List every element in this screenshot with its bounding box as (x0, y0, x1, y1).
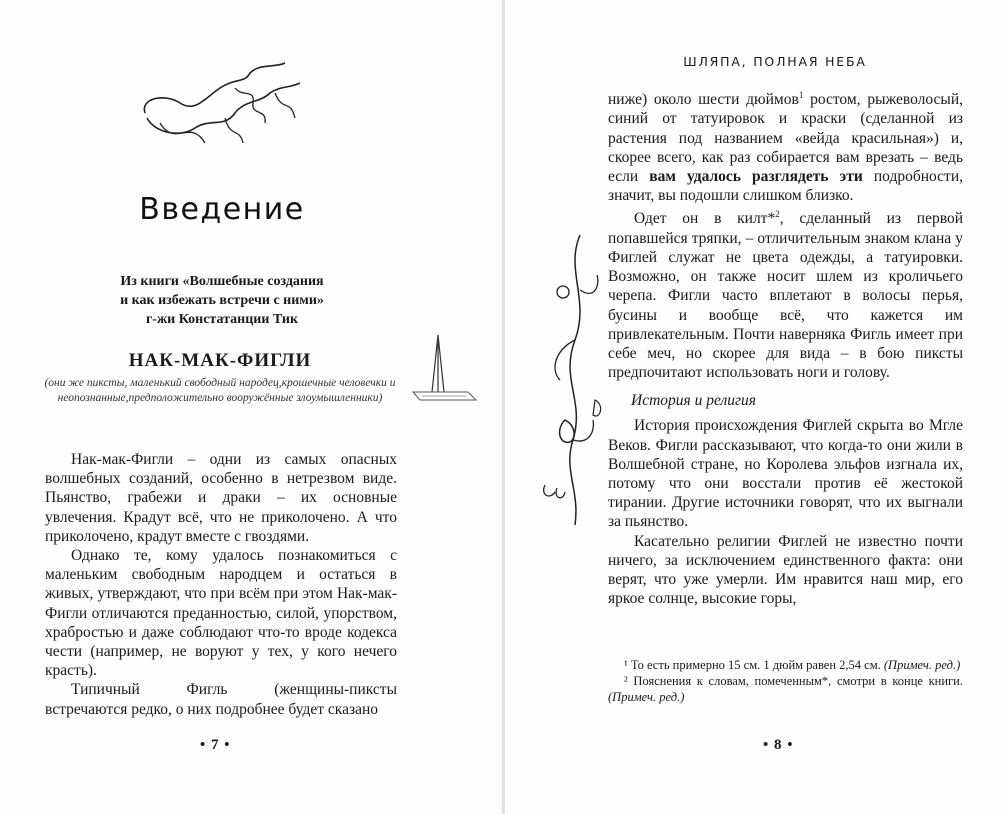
text-run: ниже) около шести дюймов (608, 91, 799, 109)
paragraph: История происхождения Фиглей скрыта во Мгле Веков. Фигли рассказывают, что когда-то они жили в Волшебной стране, но Королева эльфов изгнала их, потому что они восстали против её жестокой тирании. Другие источники говорят, что их выгнали за пьянство. (608, 417, 963, 531)
footnote-editor-note: (Примеч. ред.) (883, 658, 961, 672)
text-run: ростом, рыжеволосый, синий от татуировок и краски (сделанной из растения под названием «вейда красильная») и, скорее всего, как раз собирается вам врезать – ведь если (608, 91, 963, 185)
subsection-heading: История и религия (631, 392, 756, 410)
book-citation (60, 272, 384, 329)
section-title: НАК-МАК-ФИГЛИ (128, 350, 312, 371)
paragraph: Касательно религии Фиглей не известно почти ничего, за исключением единственного факта: они верят, что уже умерли. Им нравится наш мир, его яркое солнце, высокие горы, (608, 532, 963, 608)
footnote-text: ² Пояснения к словам, помеченным*, смотри в конце книги. (624, 674, 963, 688)
paragraph (608, 205, 963, 382)
right-page (505, 0, 1007, 814)
paragraph: Нак-мак-Фигли – одни из самых опасных волшебных созданий, особенно в нетрезвом виде. Пьянство, грабежи и драки – их основные увлечения. Крадут всё, что не приколочено. А что приколочено, крадут вместе с гвоздями. (45, 451, 397, 545)
right-body-text (608, 86, 963, 608)
paragraph: Типичный Фигль (женщины-пиксты встречаются редко, о них подробнее будет сказано (45, 681, 397, 718)
citation-line: Из книги «Волшебные создания (120, 274, 324, 289)
vine-illustration (535, 230, 605, 530)
stone-spike-illustration (408, 330, 478, 410)
footnote-editor-note: (Примеч. ред.) (608, 690, 685, 704)
running-head: ШЛЯПА, ПОЛНАЯ НЕБА (683, 54, 867, 69)
footnote-ref: 2 (775, 209, 780, 220)
page-number-left: • 7 • (200, 737, 231, 753)
left-page (0, 0, 502, 814)
text-run: подробности, значит, вы подошли слишком близко. (608, 167, 963, 205)
text-run: Одет он в килт* (634, 210, 776, 228)
footnote-2 (608, 673, 963, 705)
footnotes (608, 657, 963, 705)
left-body-text (45, 450, 397, 719)
chapter-title: Введение (139, 192, 305, 227)
footnote-1 (608, 657, 963, 673)
footnote-text: ¹ То есть примерно 15 см. 1 дюйм равен 2,54 см. (624, 658, 884, 672)
paragraph: Однако те, кому удалось познакомиться с маленьким свободным народцем и остаться в живых, утверждают, что при всём при этом Нак-мак-Фигли отличаются преданностью, силой, упорством, храбростью и даже соблюдают что-то вроде кодекса чести (например, не воруют у тех, у кого нечего красть). (45, 547, 397, 680)
paragraph (608, 86, 963, 205)
section-subtitle: (они же пиксты, маленький свободный народец,крошечные человечки и неопознанные,предположительно вооружённые злоумышленники) (44, 377, 396, 404)
citation-line: и как избежать встречи с ними» (120, 293, 324, 308)
citation-line: г-жи Констатанции Тик (145, 312, 299, 327)
page-number-right: • 8 • (763, 737, 794, 753)
pictsie-tangle-illustration (135, 58, 305, 158)
footnote-ref: 1 (798, 90, 804, 100)
bold-text-run: вам удалось разглядеть эти (649, 167, 863, 185)
text-run: , сделанный из первой попавшейся тряпки, – отличительным знаком клана у Фиглей служат не цвета одежды, а татуировки. Возможно, он также носит шлем из кроличьего черепа. Фигли часто вплетают в волосы перья, бусины и вообще всё, что кажется им привлекательным. Почти наверняка Фигль имеет при себе меч, но скорее для вида – в бою пиксты предпочитают использовать ноги и голову. (608, 210, 963, 382)
